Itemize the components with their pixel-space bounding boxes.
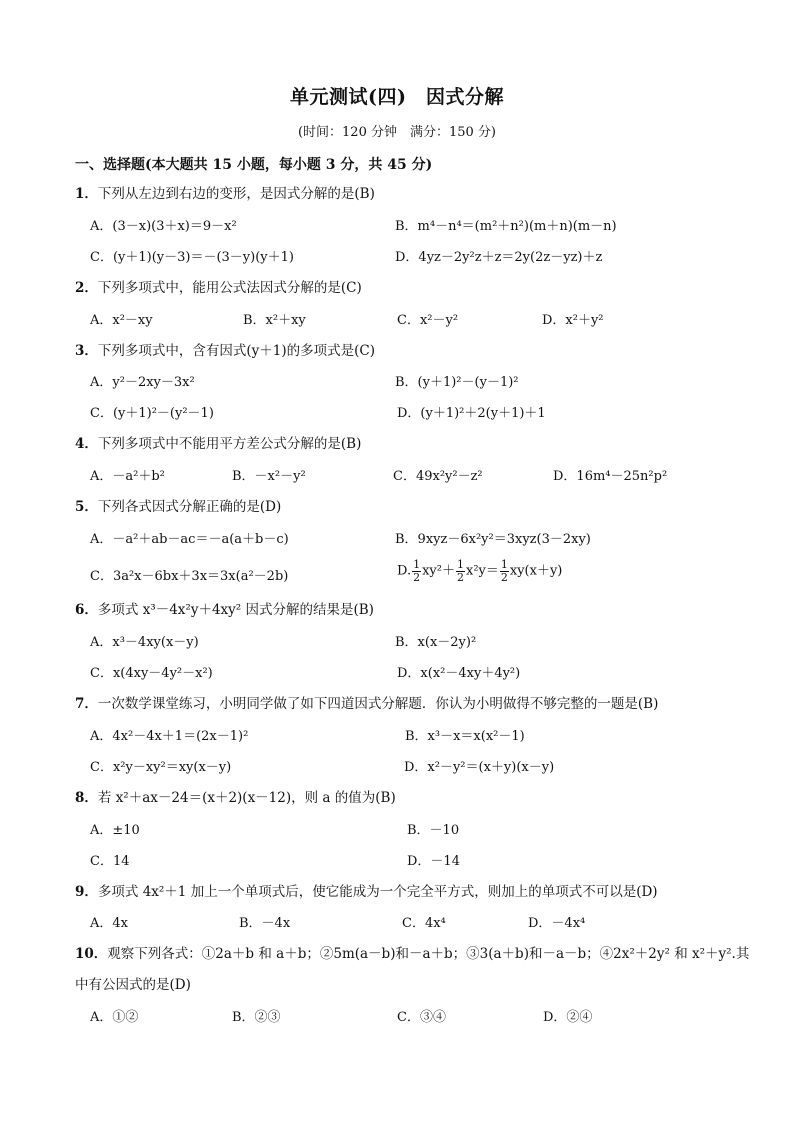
question-stem: 下列从左边到右边的变形，是因式分解的是(B) (97, 186, 375, 202)
fraction-denominator: 2 (413, 570, 421, 584)
question-stem: 多项式 x³－4x²y＋4xy² 因式分解的结果是(B) (97, 602, 374, 618)
option-b: B．9xyz－6x²y²＝3xyz(3－2xy) (395, 532, 591, 547)
fraction-denominator: 2 (500, 570, 508, 584)
option-a: A．－a²＋b² (90, 469, 165, 484)
fraction (456, 559, 465, 583)
fraction (412, 559, 421, 583)
option-c: C．x(4xy－4y²－x²) (90, 666, 213, 681)
question-number: 8． (75, 790, 98, 806)
option-a: A．－a²＋ab－ac＝－a(a＋b－c) (90, 532, 289, 547)
question-4 (75, 438, 361, 452)
question-5 (75, 501, 281, 515)
fraction-numerator: 1 (456, 558, 464, 571)
question-2 (75, 282, 362, 296)
option-b: B．m⁴－n⁴＝(m²＋n²)(m＋n)(m－n) (395, 219, 617, 234)
option-a: A．±10 (90, 823, 140, 838)
question-number: 2． (75, 280, 98, 296)
question-number: 1． (75, 186, 98, 202)
question-number: 10． (75, 946, 108, 962)
option-b: B．②③ (232, 1010, 281, 1025)
question-9 (75, 886, 658, 900)
option-d: D．－14 (407, 854, 460, 869)
option-b: B．－4x (239, 916, 291, 931)
question-3 (75, 345, 375, 359)
option-b: B．x(x－2y)² (395, 635, 477, 650)
option-d: D．x²－y²＝(x＋y)(x－y) (404, 760, 555, 775)
question-stem: 观察下列各式：①2a＋b 和 a＋b；②5m(a－b)和－a＋b；③3(a＋b)和－a－b；④2x²＋2y² 和 x²＋y².其 (107, 946, 750, 962)
option-c: C．14 (90, 854, 130, 869)
question-number: 4． (75, 436, 98, 452)
option-b: B．－x²－y² (232, 469, 306, 484)
fraction-numerator: 1 (413, 558, 421, 571)
option-d-label: D. (397, 563, 412, 579)
option-b: B．x³－x＝x(x²－1) (405, 729, 525, 744)
option-d-part-1: xy²＋ (422, 563, 455, 579)
option-a: A．4x²－4x＋1＝(2x－1)² (90, 729, 249, 744)
question-8 (75, 792, 396, 806)
option-d: D．4yz－2y²z＋z＝2y(2z－yz)＋z (395, 250, 603, 265)
question-stem: 下列多项式中，能用公式法因式分解的是(C) (97, 280, 362, 296)
option-a: A．①② (90, 1010, 139, 1025)
option-a: A．x³－4xy(x－y) (90, 635, 199, 650)
question-stem: 下列多项式中不能用平方差公式分解的是(B) (97, 436, 362, 452)
page-title: 单元测试(四) 因式分解 (290, 86, 504, 108)
option-b: B．(y＋1)²－(y－1)² (395, 375, 519, 390)
option-a: A．x²－xy (90, 313, 153, 328)
option-d: D．－4x⁴ (528, 916, 586, 931)
option-d-part-2: x²y＝ (465, 563, 499, 579)
option-c: C．4x⁴ (402, 916, 446, 931)
question-stem: 多项式 4x²＋1 加上一个单项式后，使它能成为一个完全平方式，则加上的单项式不可以是(D) (97, 884, 658, 900)
question-number: 6． (75, 602, 98, 618)
option-d-part-3: xy(x＋y) (509, 563, 563, 579)
option-c: C．x²－y² (397, 313, 459, 328)
question-number: 3． (75, 343, 98, 359)
question-10 (75, 948, 749, 962)
option-d: D．(y＋1)²＋2(y＋1)＋1 (397, 406, 546, 421)
option-d: D．16m⁴－25n²p² (553, 469, 668, 484)
question-stem: 若 x²＋ax－24＝(x＋2)(x－12)，则 a 的值为(B) (97, 790, 396, 806)
question-number: 5． (75, 499, 98, 515)
option-a: A．4x (90, 916, 128, 931)
question-number: 9． (75, 884, 98, 900)
option-b: B．x²＋xy (243, 313, 306, 328)
question-1 (75, 188, 375, 202)
option-c: C．x²y－xy²＝xy(x－y) (90, 760, 232, 775)
option-d: D．x²＋y² (542, 313, 604, 328)
fraction-denominator: 2 (456, 570, 464, 584)
option-c: C．(y＋1)²－(y²－1) (90, 406, 214, 421)
option-b: B．－10 (407, 823, 460, 838)
fraction (500, 559, 509, 583)
option-c: C．(y＋1)(y－3)＝－(3－y)(y＋1) (90, 250, 294, 265)
option-d: D．②④ (543, 1010, 593, 1025)
question-stem: 下列各式因式分解正确的是(D) (97, 499, 282, 515)
question-number: 7． (75, 696, 98, 712)
question-stem: 下列多项式中，含有因式(y＋1)的多项式是(C) (97, 343, 376, 359)
question-10-continued: 中有公因式的是(D) (75, 977, 191, 993)
option-a: A．(3－x)(3＋x)＝9－x² (90, 219, 237, 234)
question-6 (75, 604, 374, 618)
option-c: C．3a²x－6bx＋3x＝3x(a²－2b) (90, 569, 289, 584)
page-subtitle: (时间：120 分钟 满分：150 分) (297, 125, 497, 140)
question-7 (75, 698, 658, 712)
question-stem: 一次数学课堂练习，小明同学做了如下四道因式分解题．你认为小明做得不够完整的一题是(B) (97, 696, 659, 712)
fraction-numerator: 1 (500, 558, 508, 571)
option-d (397, 559, 562, 583)
option-d: D．x(x²－4xy＋4y²) (397, 666, 521, 681)
option-c: C．49x²y²－z² (393, 469, 483, 484)
option-a: A．y²－2xy－3x² (90, 375, 195, 390)
section-heading: 一、选择题(本大题共 15 小题，每小题 3 分，共 45 分) (75, 157, 433, 173)
option-c: C．③④ (397, 1010, 446, 1025)
